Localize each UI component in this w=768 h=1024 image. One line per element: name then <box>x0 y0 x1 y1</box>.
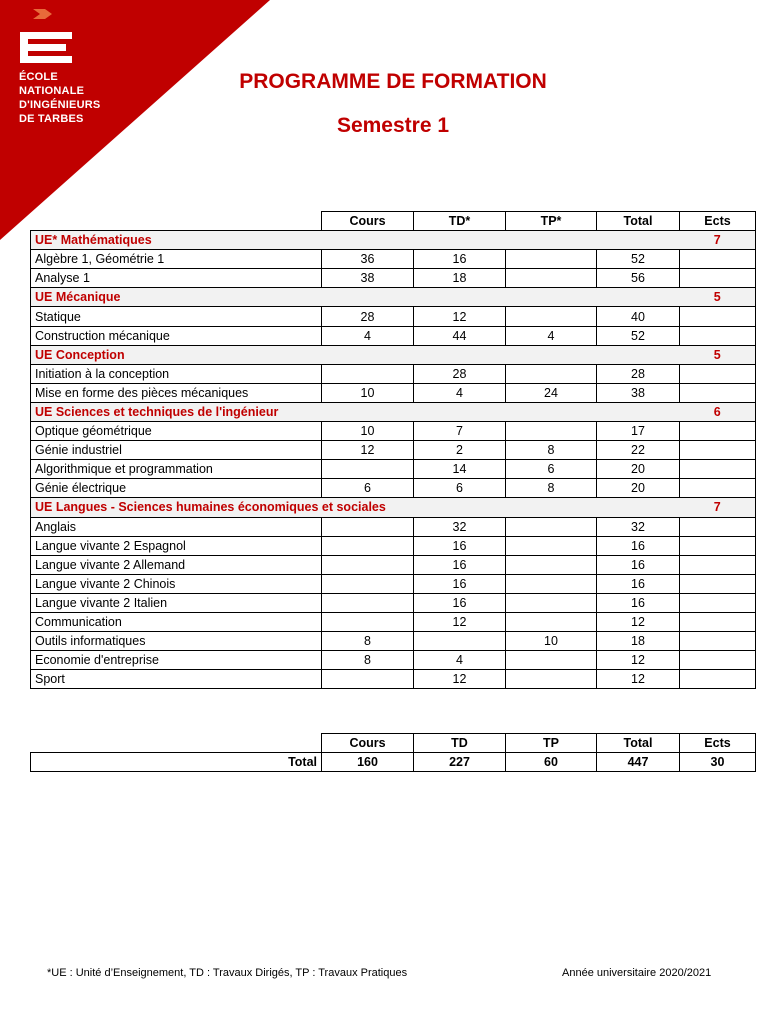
cours-hours <box>322 574 414 593</box>
tp-hours <box>506 250 597 269</box>
table-row <box>31 326 756 345</box>
ue-ects: 7 <box>680 231 756 250</box>
total-hours: 20 <box>597 460 680 479</box>
total-total: 447 <box>597 753 680 772</box>
total-hours: 12 <box>597 612 680 631</box>
cours-hours: 28 <box>322 307 414 326</box>
course-name: Sport <box>31 670 322 689</box>
table-row <box>31 574 756 593</box>
ue-header-row <box>31 498 756 517</box>
total-hours: 28 <box>597 364 680 383</box>
ects <box>680 651 756 670</box>
logo-line: ÉCOLE <box>19 71 58 83</box>
tp-hours <box>506 651 597 670</box>
cours-hours: 8 <box>322 651 414 670</box>
total-hours: 52 <box>597 326 680 345</box>
cours-hours <box>322 536 414 555</box>
course-name: Génie industriel <box>31 441 322 460</box>
total-hours: 16 <box>597 574 680 593</box>
ue-title: UE Sciences et techniques de l'ingénieur <box>31 402 680 421</box>
total-hours: 12 <box>597 670 680 689</box>
cours-hours: 10 <box>322 422 414 441</box>
table-row <box>31 670 756 689</box>
course-name: Langue vivante 2 Espagnol <box>31 536 322 555</box>
td-hours: 2 <box>414 441 506 460</box>
ue-header-row <box>31 288 756 307</box>
cours-hours: 12 <box>322 441 414 460</box>
course-name: Optique géométrique <box>31 422 322 441</box>
tp-hours <box>506 670 597 689</box>
ects <box>680 574 756 593</box>
logo-line: D'INGÉNIEURS <box>19 99 101 111</box>
totals-label: Total <box>31 753 322 772</box>
course-name: Analyse 1 <box>31 269 322 288</box>
ects <box>680 269 756 288</box>
ue-title: UE Mécanique <box>31 288 680 307</box>
td-hours: 32 <box>414 517 506 536</box>
total-hours: 40 <box>597 307 680 326</box>
ects <box>680 517 756 536</box>
cours-hours <box>322 460 414 479</box>
header-ects: Ects <box>680 734 756 753</box>
totals-header-row <box>31 734 756 753</box>
tp-hours <box>506 574 597 593</box>
totals-row <box>31 753 756 772</box>
tp-hours <box>506 422 597 441</box>
course-name: Mise en forme des pièces mécaniques <box>31 383 322 402</box>
course-table <box>30 211 756 689</box>
td-hours: 12 <box>414 670 506 689</box>
header-total: Total <box>597 734 680 753</box>
cours-hours: 8 <box>322 632 414 651</box>
course-name: Génie électrique <box>31 479 322 498</box>
header-cours: Cours <box>322 734 414 753</box>
header-td: TD* <box>414 212 506 231</box>
page-title: PROGRAMME DE FORMATION <box>239 70 547 93</box>
ue-header-row <box>31 345 756 364</box>
table-header-row <box>31 212 756 231</box>
course-name: Anglais <box>31 517 322 536</box>
ue-title: UE Langues - Sciences humaines économiques et sociales <box>31 498 680 517</box>
table-row <box>31 269 756 288</box>
total-hours: 22 <box>597 441 680 460</box>
table-row <box>31 651 756 670</box>
course-name: Langue vivante 2 Allemand <box>31 555 322 574</box>
tp-hours <box>506 612 597 631</box>
ects <box>680 441 756 460</box>
cours-hours: 10 <box>322 383 414 402</box>
tp-hours <box>506 593 597 612</box>
table-row <box>31 479 756 498</box>
ects <box>680 250 756 269</box>
header-tp: TP* <box>506 212 597 231</box>
total-hours: 16 <box>597 536 680 555</box>
table-row <box>31 632 756 651</box>
course-name: Langue vivante 2 Chinois <box>31 574 322 593</box>
cours-hours <box>322 670 414 689</box>
page-subtitle: Semestre 1 <box>336 114 450 137</box>
td-hours: 16 <box>414 593 506 612</box>
td-hours: 44 <box>414 326 506 345</box>
tp-hours <box>506 517 597 536</box>
td-hours: 12 <box>414 307 506 326</box>
table-row <box>31 383 756 402</box>
td-hours: 28 <box>414 364 506 383</box>
table-row <box>31 307 756 326</box>
total-tp: 60 <box>506 753 597 772</box>
tp-hours <box>506 555 597 574</box>
cours-hours <box>322 612 414 631</box>
course-name: Construction mécanique <box>31 326 322 345</box>
td-hours: 12 <box>414 612 506 631</box>
ue-title: UE* Mathématiques <box>31 231 680 250</box>
table-row <box>31 250 756 269</box>
tp-hours: 4 <box>506 326 597 345</box>
ects <box>680 670 756 689</box>
course-name: Economie d'entreprise <box>31 651 322 670</box>
course-name: Communication <box>31 612 322 631</box>
table-row <box>31 422 756 441</box>
total-hours: 12 <box>597 651 680 670</box>
course-name: Langue vivante 2 Italien <box>31 593 322 612</box>
td-hours: 4 <box>414 383 506 402</box>
total-ects: 30 <box>680 753 756 772</box>
ects <box>680 383 756 402</box>
ects <box>680 307 756 326</box>
footer-note: *UE : Unité d’Enseignement, TD : Travaux Dirigés, TP : Travaux Pratiques <box>47 967 408 979</box>
ects <box>680 612 756 631</box>
ects <box>680 364 756 383</box>
td-hours: 16 <box>414 555 506 574</box>
tp-hours: 24 <box>506 383 597 402</box>
tp-hours <box>506 307 597 326</box>
footer-year: Année universitaire 2020/2021 <box>562 967 712 979</box>
total-hours: 52 <box>597 250 680 269</box>
table-row <box>31 460 756 479</box>
tp-hours: 10 <box>506 632 597 651</box>
td-hours: 4 <box>414 651 506 670</box>
ue-header-row <box>31 231 756 250</box>
cours-hours: 36 <box>322 250 414 269</box>
cours-hours: 6 <box>322 479 414 498</box>
course-name: Algorithmique et programmation <box>31 460 322 479</box>
ects <box>680 536 756 555</box>
td-hours: 16 <box>414 250 506 269</box>
header-cours: Cours <box>322 212 414 231</box>
header-ects: Ects <box>680 212 756 231</box>
table-row <box>31 517 756 536</box>
table-row <box>31 555 756 574</box>
tp-hours: 8 <box>506 479 597 498</box>
header-tp: TP <box>506 734 597 753</box>
total-hours: 56 <box>597 269 680 288</box>
ue-ects: 5 <box>680 345 756 364</box>
ects <box>680 422 756 441</box>
cours-hours <box>322 593 414 612</box>
total-hours: 20 <box>597 479 680 498</box>
logo-line: DE TARBES <box>19 113 84 125</box>
td-hours: 7 <box>414 422 506 441</box>
table-row <box>31 593 756 612</box>
totals-table <box>30 733 756 772</box>
cours-hours <box>322 555 414 574</box>
header-td: TD <box>414 734 506 753</box>
course-name: Initiation à la conception <box>31 364 322 383</box>
course-name: Outils informatiques <box>31 632 322 651</box>
total-hours: 16 <box>597 555 680 574</box>
tp-hours: 6 <box>506 460 597 479</box>
ects <box>680 555 756 574</box>
td-hours <box>414 632 506 651</box>
table-row <box>31 536 756 555</box>
total-hours: 18 <box>597 632 680 651</box>
cours-hours: 38 <box>322 269 414 288</box>
total-hours: 17 <box>597 422 680 441</box>
cours-hours <box>322 517 414 536</box>
tp-hours <box>506 536 597 555</box>
ects <box>680 460 756 479</box>
total-hours: 16 <box>597 593 680 612</box>
ects <box>680 479 756 498</box>
tp-hours: 8 <box>506 441 597 460</box>
ects <box>680 326 756 345</box>
table-header-blank <box>31 212 322 231</box>
table-row <box>31 364 756 383</box>
ects <box>680 632 756 651</box>
total-td: 227 <box>414 753 506 772</box>
cours-hours: 4 <box>322 326 414 345</box>
tp-hours <box>506 269 597 288</box>
table-row <box>31 612 756 631</box>
ue-title: UE Conception <box>31 345 680 364</box>
table-row <box>31 441 756 460</box>
td-hours: 18 <box>414 269 506 288</box>
td-hours: 16 <box>414 574 506 593</box>
header-total: Total <box>597 212 680 231</box>
ects <box>680 593 756 612</box>
td-hours: 6 <box>414 479 506 498</box>
ue-ects: 7 <box>680 498 756 517</box>
total-hours: 38 <box>597 383 680 402</box>
tp-hours <box>506 364 597 383</box>
td-hours: 16 <box>414 536 506 555</box>
ue-ects: 5 <box>680 288 756 307</box>
td-hours: 14 <box>414 460 506 479</box>
course-name: Statique <box>31 307 322 326</box>
total-hours: 32 <box>597 517 680 536</box>
total-cours: 160 <box>322 753 414 772</box>
ue-header-row <box>31 402 756 421</box>
course-name: Algèbre 1, Géométrie 1 <box>31 250 322 269</box>
ue-ects: 6 <box>680 402 756 421</box>
cours-hours <box>322 364 414 383</box>
logo-line: NATIONALE <box>19 85 85 97</box>
